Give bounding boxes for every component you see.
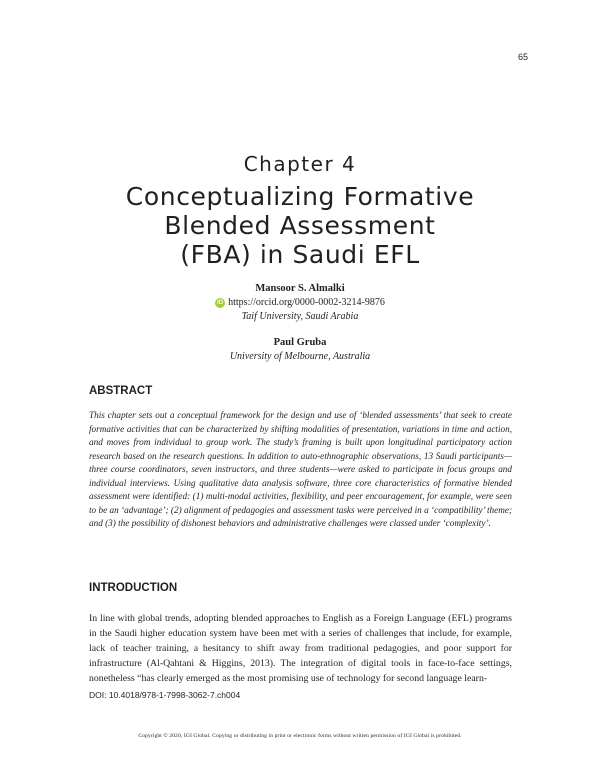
author-block xyxy=(0,336,600,364)
chapter-title-line: (FBA) in Saudi EFL xyxy=(180,240,420,269)
orcid-link[interactable]: https://orcid.org/0000-0002-3214-9876 xyxy=(228,297,385,308)
introduction-text: In line with global trends, adopting blended approaches to English as a Foreign Language (EFL) programs in the Saudi higher education system have been met with a series of challenges that include, for example, lack of teacher training, a hesitancy to shift away from traditional pedagogies, and poor support for infrastructure (Al-Qahtani & Higgins, 2013). The integration of digital tools in face-to-face settings, nonetheless “has clearly emerged as the most promising use of technology for second language learn- xyxy=(89,613,512,684)
chapter-title-line: Conceptualizing Formative xyxy=(125,182,475,211)
author-affiliation: University of Melbourne, Australia xyxy=(229,351,371,362)
author-orcid xyxy=(0,296,600,310)
chapter-label: Chapter 4 xyxy=(243,152,357,176)
copyright-notice: Copyright © 2020, IGI Global. Copying or distributing in print or electronic forms without written permission of IGI Global is prohibited. xyxy=(138,733,462,739)
author-name: Paul Gruba xyxy=(273,337,327,348)
page-number: 65 xyxy=(517,52,528,62)
author-affiliation: Taif University, Saudi Arabia xyxy=(241,311,359,322)
introduction-heading: INTRODUCTION xyxy=(89,582,178,594)
doi-label: DOI: 10.4018/978-1-7998-3062-7.ch004 xyxy=(89,690,241,700)
chapter-title xyxy=(0,182,600,269)
abstract-heading: ABSTRACT xyxy=(89,385,153,397)
author-name: Mansoor S. Almalki xyxy=(255,283,345,294)
author-block xyxy=(0,282,600,324)
authors-block xyxy=(0,282,600,364)
chapter-title-line: Blended Assessment xyxy=(164,211,436,240)
orcid-icon: iD xyxy=(217,300,224,306)
abstract-text: This chapter sets out a conceptual framework for the design and use of ‘blended assessments’ that seek to create formative activities that can be characterized by shifting modalities of presentation, variations in time and action, and moves from individual to group work. The study’s framing is built upon longitudinal participatory action research based on the research questions. In addition to auto-ethnographic observations, 13 Saudi participants—three course coordinators, seven instructors, and three students—were asked to participate in focus groups and individual interviews. Using qualitative data analysis software, three core characteristics of formative blended assessment were identified: (1) multi-modal activities, flexibility, and peer encouragement, for example, were seen to be an ‘advantage’; (2) alignment of pedagogies and assessment tasks were perceived in a ‘compatibility’ theme; and (3) the possibility of dishonest behaviors and administrative challenges were classed under ‘complexity’. xyxy=(89,410,512,528)
